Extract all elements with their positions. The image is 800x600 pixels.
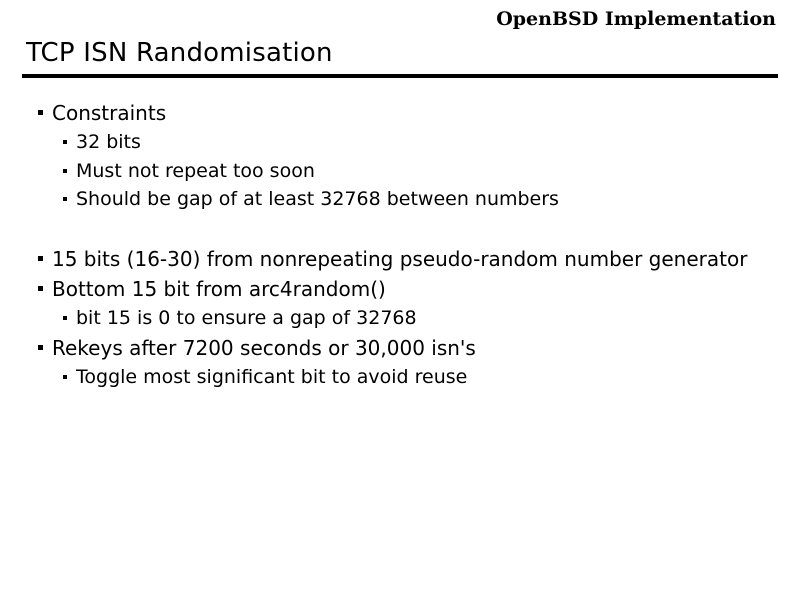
sublist-container	[36, 365, 776, 390]
list-item	[36, 246, 776, 272]
list-spacer	[36, 216, 776, 246]
list-item-label: Constraints	[52, 101, 167, 125]
list-item	[36, 100, 776, 126]
list-item-label: Must not repeat too soon	[76, 159, 315, 182]
list-item-label: bit 15 is 0 to ensure a gap of 32768	[76, 307, 417, 330]
square-bullet-icon	[38, 256, 43, 261]
list-item-label: 32 bits	[76, 131, 141, 153]
list-item	[60, 130, 776, 155]
slide-header-title: OpenBSD Implementation	[496, 8, 776, 30]
list-item	[60, 365, 776, 390]
list-item-label: Bottom 15 bit from arc4random()	[52, 277, 386, 302]
list-item-label: Should be gap of at least 32768 between numbers	[76, 188, 559, 211]
square-bullet-icon	[63, 140, 67, 144]
slide-content	[36, 100, 776, 393]
title-divider	[22, 74, 778, 78]
square-bullet-icon	[38, 110, 43, 115]
list-item-label: Rekeys after 7200 seconds or 30,000 isn's	[52, 335, 476, 360]
sub-bullet-list	[36, 130, 776, 212]
bullet-list	[36, 100, 776, 389]
sublist-container	[36, 306, 776, 331]
sub-bullet-list	[36, 306, 776, 331]
sub-bullet-list	[36, 365, 776, 390]
list-item	[36, 335, 776, 361]
page-title: TCP ISN Randomisation	[26, 38, 333, 68]
list-item	[60, 159, 776, 184]
list-item	[60, 187, 776, 212]
square-bullet-icon	[38, 286, 43, 291]
list-item-label: 15 bits (16-30) from nonrepeating pseudo-random number generator	[52, 247, 748, 272]
square-bullet-icon	[63, 375, 67, 379]
list-item-label: Toggle most significant bit to avoid reuse	[76, 365, 468, 388]
square-bullet-icon	[63, 197, 67, 201]
square-bullet-icon	[38, 345, 43, 350]
square-bullet-icon	[63, 169, 67, 173]
list-item	[60, 306, 776, 331]
list-item	[36, 276, 776, 302]
sublist-container	[36, 130, 776, 212]
square-bullet-icon	[63, 316, 67, 320]
